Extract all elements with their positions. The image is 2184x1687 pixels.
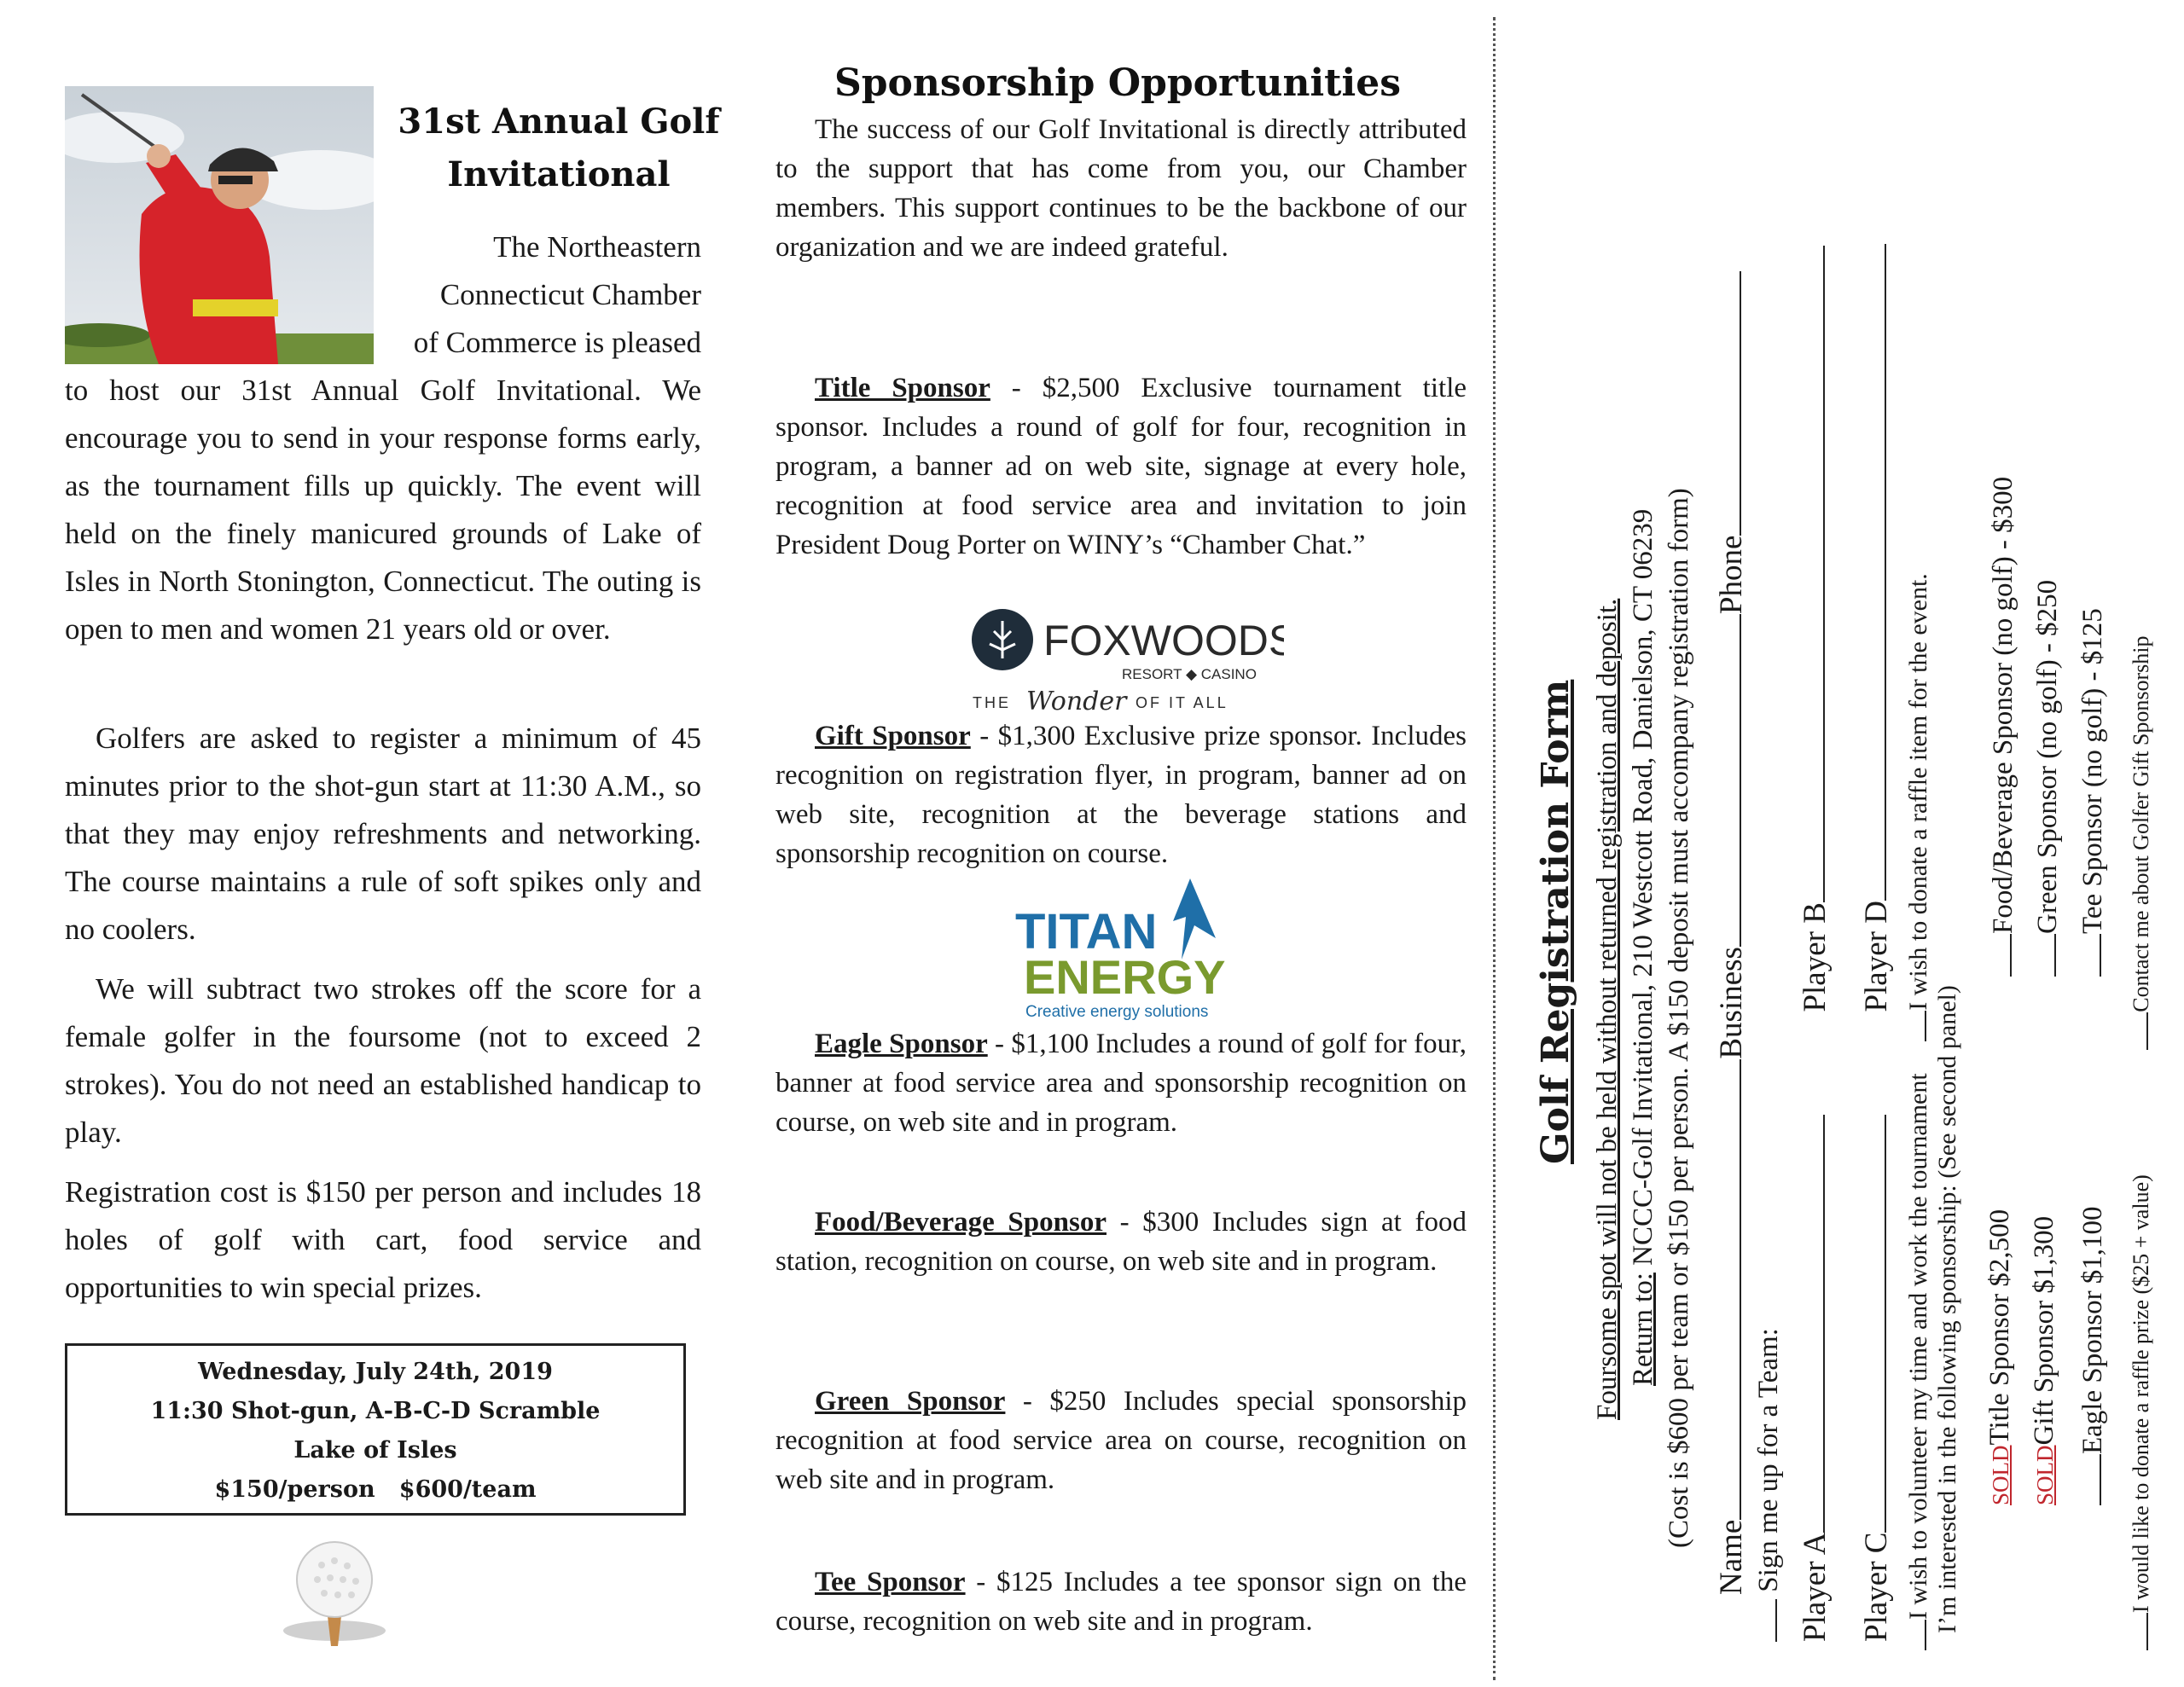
signup-label: Sign me up for a Team:: [1753, 1328, 1784, 1592]
form-return: [1628, 509, 1659, 1386]
event-details-box: [65, 1343, 686, 1516]
titan-line2: ENERGY: [1024, 950, 1226, 1004]
raffle-prize-label: I would like to donate a raffle prize ($25 + value): [2129, 1174, 2153, 1613]
foxwoods-logo: [968, 606, 1284, 716]
foxwoods-name: FOXWOODS: [1043, 617, 1284, 664]
foxwoods-tag-wonder: Wonder: [1026, 687, 1127, 716]
foxwoods-tag-the: THE: [973, 694, 1011, 711]
name-label: Name: [1714, 1519, 1749, 1595]
green-sponsor-item: [775, 1382, 1467, 1499]
player-d-input[interactable]: [1859, 244, 1886, 901]
event-title: [388, 96, 729, 201]
tee-sponsor-desc: - $125 Includes a tee sponsor sign on the course, recognition on web site and in program.: [775, 1567, 1467, 1637]
players-ab-row: [1797, 246, 1833, 1642]
gift-sponsor-desc: - $1,300 Exclusive prize sponsor. Includes recognition on registration flyer, in program, banner ad on web site, recognition at the beverage stations and sponsorship recognition on course.: [775, 721, 1467, 869]
sponsorship-intro: [775, 110, 1467, 267]
fold-divider: [1493, 17, 1496, 1680]
option-green-checkbox[interactable]: [2029, 934, 2056, 977]
female-golfer-text: We will subtract two strokes off the score for a female golfer in the foursome (not to exceed 2 strokes). You do not need an established handicap to play.: [65, 972, 701, 1149]
option-green-label: Green Sponsor (no golf) - $250: [2032, 579, 2063, 934]
contact-gift-label: Contact me about Golfer Gift Sponsorship: [2129, 635, 2153, 1012]
intro-line-2: Connecticut Chamber: [439, 278, 701, 311]
event-title-line1: 31st Annual Golf: [398, 101, 720, 142]
event-date: Wednesday, July 24th, 2019: [198, 1359, 553, 1385]
contact-gift-checkbox[interactable]: [2121, 1012, 2148, 1050]
option-food-row: [1984, 477, 2019, 977]
event-venue: Lake of Isles: [293, 1437, 457, 1464]
title-sponsor-desc: - $2,500 Exclusive tournament title sponsor. Includes a round of golf for four, recognition in program, a banner ad on web site, signage at every hole, recognition at food service area and invitation to join President Doug Porter on WINY’s “Chamber Chat.”: [775, 373, 1467, 560]
option-tee-checkbox[interactable]: [2074, 934, 2101, 977]
players-cd-row: [1858, 244, 1895, 1642]
event-format: 11:30 Shot-gun, A-B-C-D Scramble: [150, 1398, 601, 1424]
gift-sponsor-name: Gift Sponsor: [815, 721, 971, 751]
event-title-line2: Invitational: [447, 154, 671, 194]
option-eagle-checkbox[interactable]: [2074, 1454, 2101, 1505]
option-green-row: [2029, 580, 2064, 977]
golf-ball-image: [275, 1535, 411, 1655]
tee-sponsor-item: [775, 1562, 1467, 1641]
option-food-checkbox[interactable]: [1984, 934, 2012, 977]
raffle-prize-row: [2121, 636, 2154, 1651]
raffle-donate-label: I wish to donate a raffle item for the event.: [1904, 573, 1932, 1011]
option-eagle-label: Eagle Sponsor $1,100: [2077, 1206, 2108, 1454]
form-notice: Foursome spot will not be held without returned registration and deposit.: [1592, 598, 1623, 1420]
player-a-label: Player A: [1798, 1532, 1833, 1642]
event-price: $150/person $600/team: [214, 1476, 537, 1503]
titan-energy-logo: [1015, 878, 1237, 1023]
name-row: [1713, 271, 1750, 1595]
eagle-sponsor-desc: - $1,100 Includes a round of golf for four, banner at food service area and sponsorship recognition on course, on web site and in program.: [775, 1029, 1467, 1138]
option-eagle-row: [2074, 1206, 2109, 1505]
golf-registration-form: [1524, 277, 2172, 1659]
form-cost: (Cost is $600 per team or $150 per person. A $150 deposit must accompany registration form): [1664, 488, 1694, 1548]
titan-line1: TITAN: [1015, 904, 1158, 959]
registration-cost-paragraph: Registration cost is $150 per person and includes 18 holes of golf with cart, food service and opportunities to win special prizes.: [65, 1175, 701, 1304]
sponsorship-intro-text: The success of our Golf Invitational is directly attributed to the support that has come from you, our Chamber members. This support continues to be the backbone of our organization and we are indeed grateful.: [775, 114, 1467, 263]
signup-row: [1750, 1328, 1785, 1642]
sold-badge-title: SOLD: [1988, 1445, 2013, 1505]
titan-tagline: Creative energy solutions: [1025, 1003, 1209, 1021]
title-sponsor-name: Title Sponsor: [815, 373, 990, 403]
phone-input[interactable]: [1714, 271, 1741, 536]
signup-checkbox[interactable]: [1750, 1599, 1777, 1642]
option-food-label: Food/Beverage Sponsor (no golf) - $300: [1988, 476, 2018, 934]
female-golfer-paragraph: [65, 965, 701, 1157]
business-input[interactable]: [1714, 614, 1741, 947]
volunteer-checkbox[interactable]: [1899, 1620, 1926, 1650]
food-beverage-sponsor-name: Food/Beverage Sponsor: [815, 1207, 1107, 1238]
registration-timing-text: Golfers are asked to register a minimum of 45 minutes prior to the shot-gun start at 11:30 A.M., so that they may enjoy refreshments and networking. The course maintains a rule of soft spikes only and no coolers.: [65, 722, 701, 946]
eagle-sponsor-name: Eagle Sponsor: [815, 1029, 988, 1059]
option-title-row: [1984, 1209, 2016, 1505]
title-sponsor-item: [775, 368, 1467, 565]
raffle-prize-checkbox[interactable]: [2121, 1613, 2148, 1650]
eagle-sponsor-item: [775, 1024, 1467, 1142]
player-c-input[interactable]: [1859, 1115, 1886, 1533]
registration-timing-paragraph: [65, 715, 701, 954]
return-label: Return to:: [1628, 1272, 1658, 1386]
food-beverage-sponsor-desc: - $300 Includes sign at food station, recognition on course, on web site and in program.: [775, 1207, 1467, 1277]
sponsorship-heading: Sponsorship Opportunities: [834, 61, 1401, 105]
intro-paragraph: to host our 31st Annual Golf Invitational. We encourage you to send in your response forms early, as the tournament fills up quickly. The event will held on the finely manicured grounds of Lake of Isles in North Stonington, Connecticut. The outing is open to men and women 21 years old or over.: [65, 374, 701, 646]
name-input[interactable]: [1714, 1059, 1741, 1520]
player-a-input[interactable]: [1798, 1115, 1825, 1533]
player-b-input[interactable]: [1798, 246, 1825, 902]
form-title: Golf Registration Form: [1534, 679, 1577, 1164]
player-c-label: Player C: [1859, 1532, 1894, 1642]
green-sponsor-name: Green Sponsor: [815, 1386, 1006, 1417]
business-label: Business: [1714, 947, 1749, 1059]
foxwoods-tag-rest: OF IT ALL: [1136, 694, 1228, 711]
player-b-label: Player B: [1798, 902, 1833, 1012]
option-title-label: Title Sponsor $2,500: [1984, 1209, 2015, 1446]
phone-label: Phone: [1714, 535, 1749, 615]
return-address: NCCC-Golf Invitational, 210 Westcott Road, Danielson, CT 06239: [1628, 508, 1658, 1273]
interested-row: I’m interested in the following sponsorship: (See second panel): [1933, 985, 1961, 1633]
raffle-donate-checkbox[interactable]: [1899, 1011, 1926, 1041]
option-gift-row: [2029, 1216, 2060, 1505]
sold-badge-gift: SOLD: [2032, 1445, 2058, 1505]
volunteer-label: I wish to volunteer my time and work the tournament: [1904, 1073, 1932, 1620]
option-tee-row: [2074, 608, 2109, 977]
intro-line-3: of Commerce is pleased: [413, 326, 701, 359]
gift-sponsor-item: [775, 716, 1467, 873]
option-gift-label: Gift Sponsor $1,300: [2029, 1215, 2059, 1446]
intro-line-1: The Northeastern: [493, 230, 701, 264]
player-d-label: Player D: [1859, 901, 1894, 1012]
tee-sponsor-name: Tee Sponsor: [815, 1567, 966, 1597]
food-beverage-sponsor-item: [775, 1203, 1467, 1281]
option-tee-label: Tee Sponsor (no golf) - $125: [2077, 608, 2108, 934]
green-sponsor-desc: - $250 Includes special sponsorship recognition at food service area on course, recognition on web site and in program.: [775, 1386, 1467, 1495]
volunteer-row: [1899, 573, 1933, 1650]
golfer-photo: [65, 86, 374, 364]
foxwoods-sub: RESORT ◆ CASINO: [1122, 666, 1257, 682]
